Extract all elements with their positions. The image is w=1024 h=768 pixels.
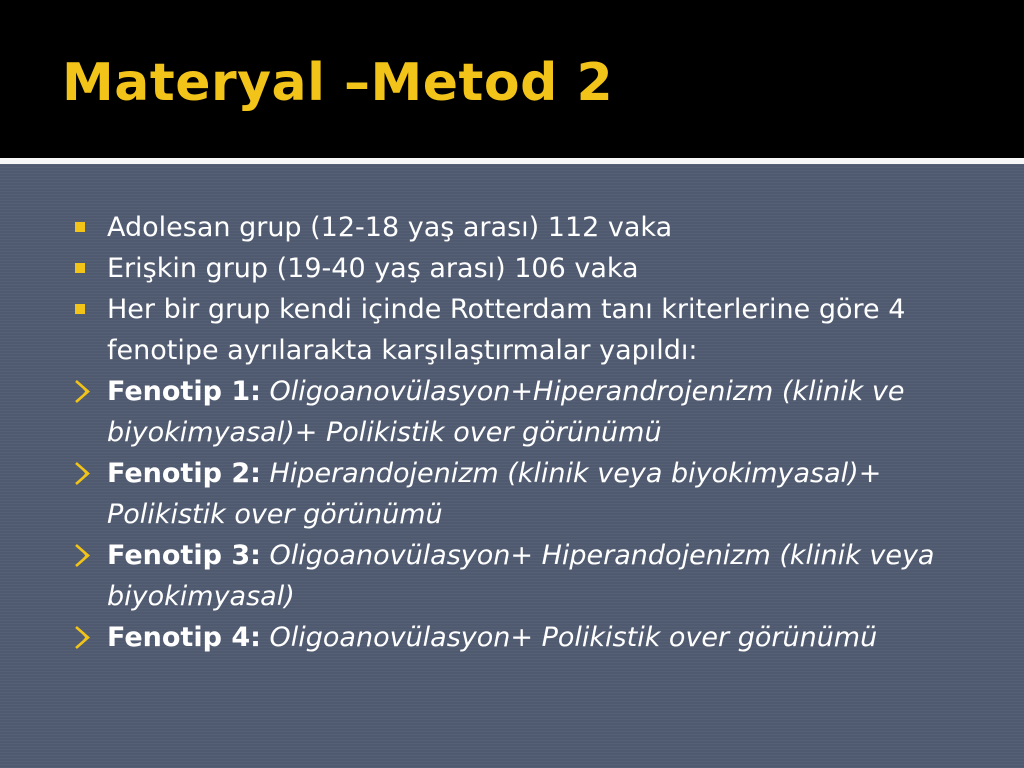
phenotype-description: Oligoanovülasyon+Hiperandrojenizm (klinik ve biyokimyasal)+ Polikistik over görünümü	[107, 376, 905, 448]
list-item-rotterdam-criteria	[70, 289, 970, 371]
phenotype-description: Hiperandojenizm (klinik veya biyokimyasal)+ Polikistik over görünümü	[107, 458, 882, 530]
phenotype-description: Oligoanovülasyon+ Polikistik over görünümü	[269, 622, 878, 653]
arrow-bullet-icon	[73, 617, 93, 658]
list-item-phenotype-3	[70, 535, 970, 617]
list-item-text: Adolesan grup (12-18 yaş arası) 112 vaka	[107, 212, 673, 243]
slide-title: Materyal –Metod 2	[62, 53, 614, 113]
phenotype-label: Fenotip 3:	[107, 540, 261, 571]
square-bullet-icon	[75, 304, 85, 314]
arrow-bullet-icon	[73, 535, 93, 576]
phenotype-label: Fenotip 2:	[107, 458, 261, 489]
list-item-adolescent-group	[70, 207, 970, 248]
arrow-bullet-icon	[73, 453, 93, 494]
list-item-adult-group	[70, 248, 970, 289]
list-item-phenotype-4	[70, 617, 970, 658]
title-bar	[0, 0, 1024, 158]
list-item-phenotype-2	[70, 453, 970, 535]
phenotype-description: Oligoanovülasyon+ Hiperandojenizm (klinik veya biyokimyasal)	[107, 540, 935, 612]
bullet-list	[70, 207, 970, 658]
arrow-bullet-icon	[73, 371, 93, 412]
phenotype-label: Fenotip 1:	[107, 376, 261, 407]
list-item-text: Erişkin grup (19-40 yaş arası) 106 vaka	[107, 253, 639, 284]
phenotype-label: Fenotip 4:	[107, 622, 261, 653]
square-bullet-icon	[75, 263, 85, 273]
list-item-phenotype-1	[70, 371, 970, 453]
list-item-text: Her bir grup kendi içinde Rotterdam tanı kriterlerine göre 4 fenotipe ayrılarakta karşılaştırmalar yapıldı:	[107, 294, 906, 366]
square-bullet-icon	[75, 222, 85, 232]
